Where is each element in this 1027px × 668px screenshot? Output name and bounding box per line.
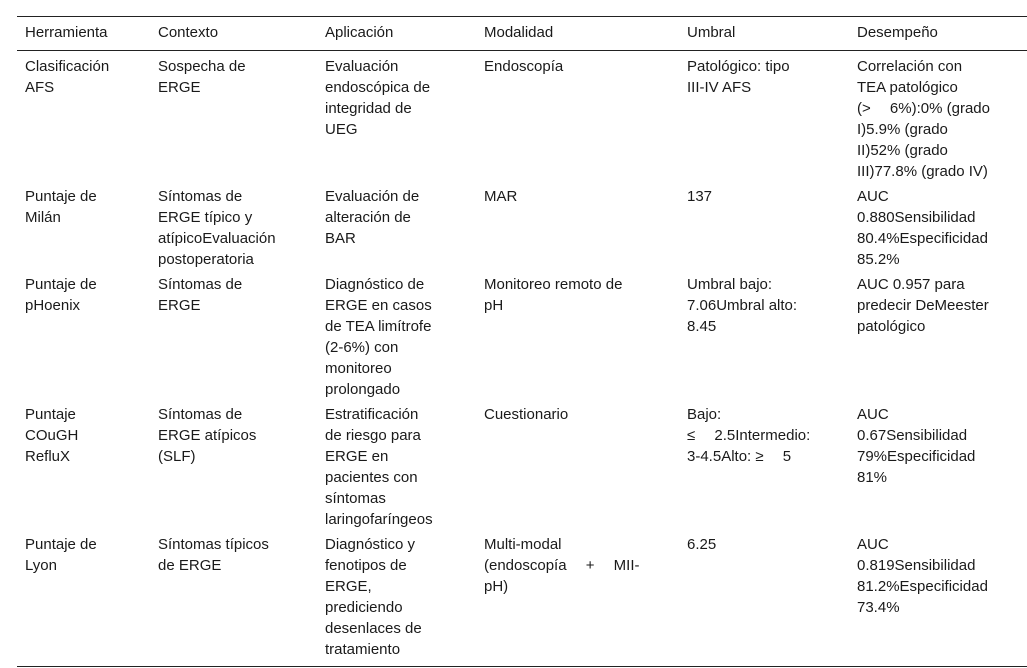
header-modalidad: Modalidad bbox=[484, 24, 554, 41]
cell-line: monitoreo bbox=[325, 360, 392, 377]
cell-line: postoperatoria bbox=[158, 251, 254, 268]
cell-line: AUC bbox=[857, 536, 889, 553]
cell-line: III)77.8% (grado IV) bbox=[857, 163, 988, 180]
cell-line: Diagnóstico y bbox=[325, 536, 416, 553]
cell-line: 81.2%Especificidad bbox=[857, 578, 988, 595]
cell-line: MAR bbox=[484, 188, 518, 205]
cell-line: 7.06Umbral alto: bbox=[687, 297, 798, 314]
cell-desempeno bbox=[849, 402, 1027, 532]
cell-line: prediciendo bbox=[325, 599, 403, 616]
cell-aplicacion bbox=[317, 532, 476, 667]
cell-line: II)52% (grado bbox=[857, 142, 948, 159]
cell-line: Clasificación bbox=[25, 58, 110, 75]
cell-modalidad bbox=[476, 184, 679, 272]
cell-line: UEG bbox=[325, 121, 358, 138]
cell-line: integridad de bbox=[325, 100, 412, 117]
cell-line: 73.4% bbox=[857, 599, 900, 616]
cell-line: predecir DeMeester bbox=[857, 297, 989, 314]
cell-line: pH bbox=[484, 297, 504, 314]
cell-line: 6.25 bbox=[687, 536, 717, 553]
cell-contexto bbox=[150, 51, 317, 185]
cell-line: Lyon bbox=[25, 557, 57, 574]
header-umbral: Umbral bbox=[687, 24, 736, 41]
cell-line: Umbral bajo: bbox=[687, 276, 773, 293]
cell-line: síntomas bbox=[325, 490, 386, 507]
cell-line: Sospecha de bbox=[158, 58, 246, 75]
cell-aplicacion bbox=[317, 402, 476, 532]
cell-line: 81% bbox=[857, 469, 888, 486]
cell-line: pH) bbox=[484, 578, 509, 595]
cell-line: Milán bbox=[25, 209, 61, 226]
table-header bbox=[17, 17, 1027, 51]
cell-line: 0.819Sensibilidad bbox=[857, 557, 976, 574]
cell-line: de TEA limítrofe bbox=[325, 318, 432, 335]
cell-line: fenotipos de bbox=[325, 557, 407, 574]
cell-line: Síntomas de bbox=[158, 406, 243, 423]
header-contexto: Contexto bbox=[158, 24, 219, 41]
cell-line: Síntomas de bbox=[158, 188, 243, 205]
cell-herramienta bbox=[17, 272, 150, 402]
cell-herramienta bbox=[17, 184, 150, 272]
cell-herramienta bbox=[17, 402, 150, 532]
cell-contexto bbox=[150, 532, 317, 667]
cell-line: prolongado bbox=[325, 381, 401, 398]
cell-contexto bbox=[150, 272, 317, 402]
table-row bbox=[17, 272, 1027, 402]
cell-line: ERGE atípicos bbox=[158, 427, 257, 444]
cell-line: desenlaces de bbox=[325, 620, 422, 637]
cell-line: tratamiento bbox=[325, 641, 401, 658]
cell-line: ERGE en bbox=[325, 448, 389, 465]
table-row bbox=[17, 402, 1027, 532]
cell-line: Síntomas de bbox=[158, 276, 243, 293]
cell-umbral bbox=[679, 532, 849, 667]
cell-line: 0.880Sensibilidad bbox=[857, 209, 976, 226]
table-row bbox=[17, 184, 1027, 272]
header-desempeno: Desempeño bbox=[857, 24, 938, 41]
cell-contexto bbox=[150, 402, 317, 532]
cell-line: ≤ 2.5Intermedio: bbox=[687, 427, 811, 444]
cell-modalidad bbox=[476, 51, 679, 185]
cell-line: ERGE típico y bbox=[158, 209, 253, 226]
cell-aplicacion bbox=[317, 184, 476, 272]
cell-line: Estratificación bbox=[325, 406, 419, 423]
cell-line: 85.2% bbox=[857, 251, 900, 268]
cell-desempeno bbox=[849, 184, 1027, 272]
cell-line: pacientes con bbox=[325, 469, 418, 486]
cell-line: 137 bbox=[687, 188, 713, 205]
cell-line: Correlación con bbox=[857, 58, 963, 75]
header-herramienta: Herramienta bbox=[25, 24, 108, 41]
cell-line: Puntaje bbox=[25, 406, 76, 423]
header-aplicacion: Aplicación bbox=[325, 24, 394, 41]
cell-line: (SLF) bbox=[158, 448, 196, 465]
cell-line: III-IV AFS bbox=[687, 79, 752, 96]
cell-aplicacion bbox=[317, 51, 476, 185]
cell-umbral bbox=[679, 184, 849, 272]
cell-line: BAR bbox=[325, 230, 356, 247]
cell-line: AUC bbox=[857, 188, 889, 205]
cell-umbral bbox=[679, 402, 849, 532]
cell-contexto bbox=[150, 184, 317, 272]
cell-line: endoscópica de bbox=[325, 79, 431, 96]
cell-line: 80.4%Especificidad bbox=[857, 230, 988, 247]
cell-line: atípicoEvaluación bbox=[158, 230, 276, 247]
cell-line: ERGE bbox=[158, 79, 201, 96]
cell-line: Multi-modal bbox=[484, 536, 562, 553]
cell-desempeno bbox=[849, 51, 1027, 185]
cell-line: Endoscopía bbox=[484, 58, 564, 75]
cell-line: de riesgo para bbox=[325, 427, 421, 444]
cell-line: Puntaje de bbox=[25, 536, 97, 553]
gerd-tools-table bbox=[17, 16, 1027, 667]
cell-line: Monitoreo remoto de bbox=[484, 276, 623, 293]
cell-line: Puntaje de bbox=[25, 188, 97, 205]
cell-umbral bbox=[679, 272, 849, 402]
cell-line: patológico bbox=[857, 318, 926, 335]
cell-line: 8.45 bbox=[687, 318, 717, 335]
cell-line: AUC bbox=[857, 406, 889, 423]
cell-line: Cuestionario bbox=[484, 406, 569, 423]
cell-modalidad bbox=[476, 272, 679, 402]
cell-herramienta bbox=[17, 51, 150, 185]
cell-line: ERGE bbox=[158, 297, 201, 314]
cell-line: COuGH bbox=[25, 427, 79, 444]
cell-modalidad bbox=[476, 532, 679, 667]
cell-desempeno bbox=[849, 532, 1027, 667]
cell-desempeno bbox=[849, 272, 1027, 402]
cell-line: Evaluación bbox=[325, 58, 399, 75]
cell-line: Diagnóstico de bbox=[325, 276, 425, 293]
cell-line: laringofaríngeos bbox=[325, 511, 433, 528]
cell-herramienta bbox=[17, 532, 150, 667]
cell-umbral bbox=[679, 51, 849, 185]
cell-line: Evaluación de bbox=[325, 188, 420, 205]
cell-line: TEA patológico bbox=[857, 79, 958, 96]
cell-line: (endoscopía + MII- bbox=[484, 557, 640, 574]
cell-line: Patológico: tipo bbox=[687, 58, 790, 75]
cell-line: I)5.9% (grado bbox=[857, 121, 948, 138]
cell-line: ERGE en casos bbox=[325, 297, 432, 314]
header-row bbox=[17, 17, 1027, 51]
cell-aplicacion bbox=[317, 272, 476, 402]
cell-line: Bajo: bbox=[687, 406, 722, 423]
cell-line: AUC 0.957 para bbox=[857, 276, 965, 293]
cell-line: ERGE, bbox=[325, 578, 372, 595]
cell-line: 0.67Sensibilidad bbox=[857, 427, 968, 444]
cell-modalidad bbox=[476, 402, 679, 532]
cell-line: pHoenix bbox=[25, 297, 81, 314]
cell-line: Puntaje de bbox=[25, 276, 97, 293]
cell-line: AFS bbox=[25, 79, 55, 96]
cell-line: (2-6%) con bbox=[325, 339, 399, 356]
cell-line: 3-4.5Alto: ≥ 5 bbox=[687, 448, 792, 465]
cell-line: de ERGE bbox=[158, 557, 222, 574]
cell-line: Síntomas típicos bbox=[158, 536, 269, 553]
table-row bbox=[17, 51, 1027, 185]
cell-line: 79%Especificidad bbox=[857, 448, 976, 465]
cell-line: (> 6%):0% (grado bbox=[857, 100, 990, 117]
cell-line: alteración de bbox=[325, 209, 411, 226]
cell-line: RefluX bbox=[25, 448, 71, 465]
table-body bbox=[17, 51, 1027, 667]
table-row bbox=[17, 532, 1027, 667]
